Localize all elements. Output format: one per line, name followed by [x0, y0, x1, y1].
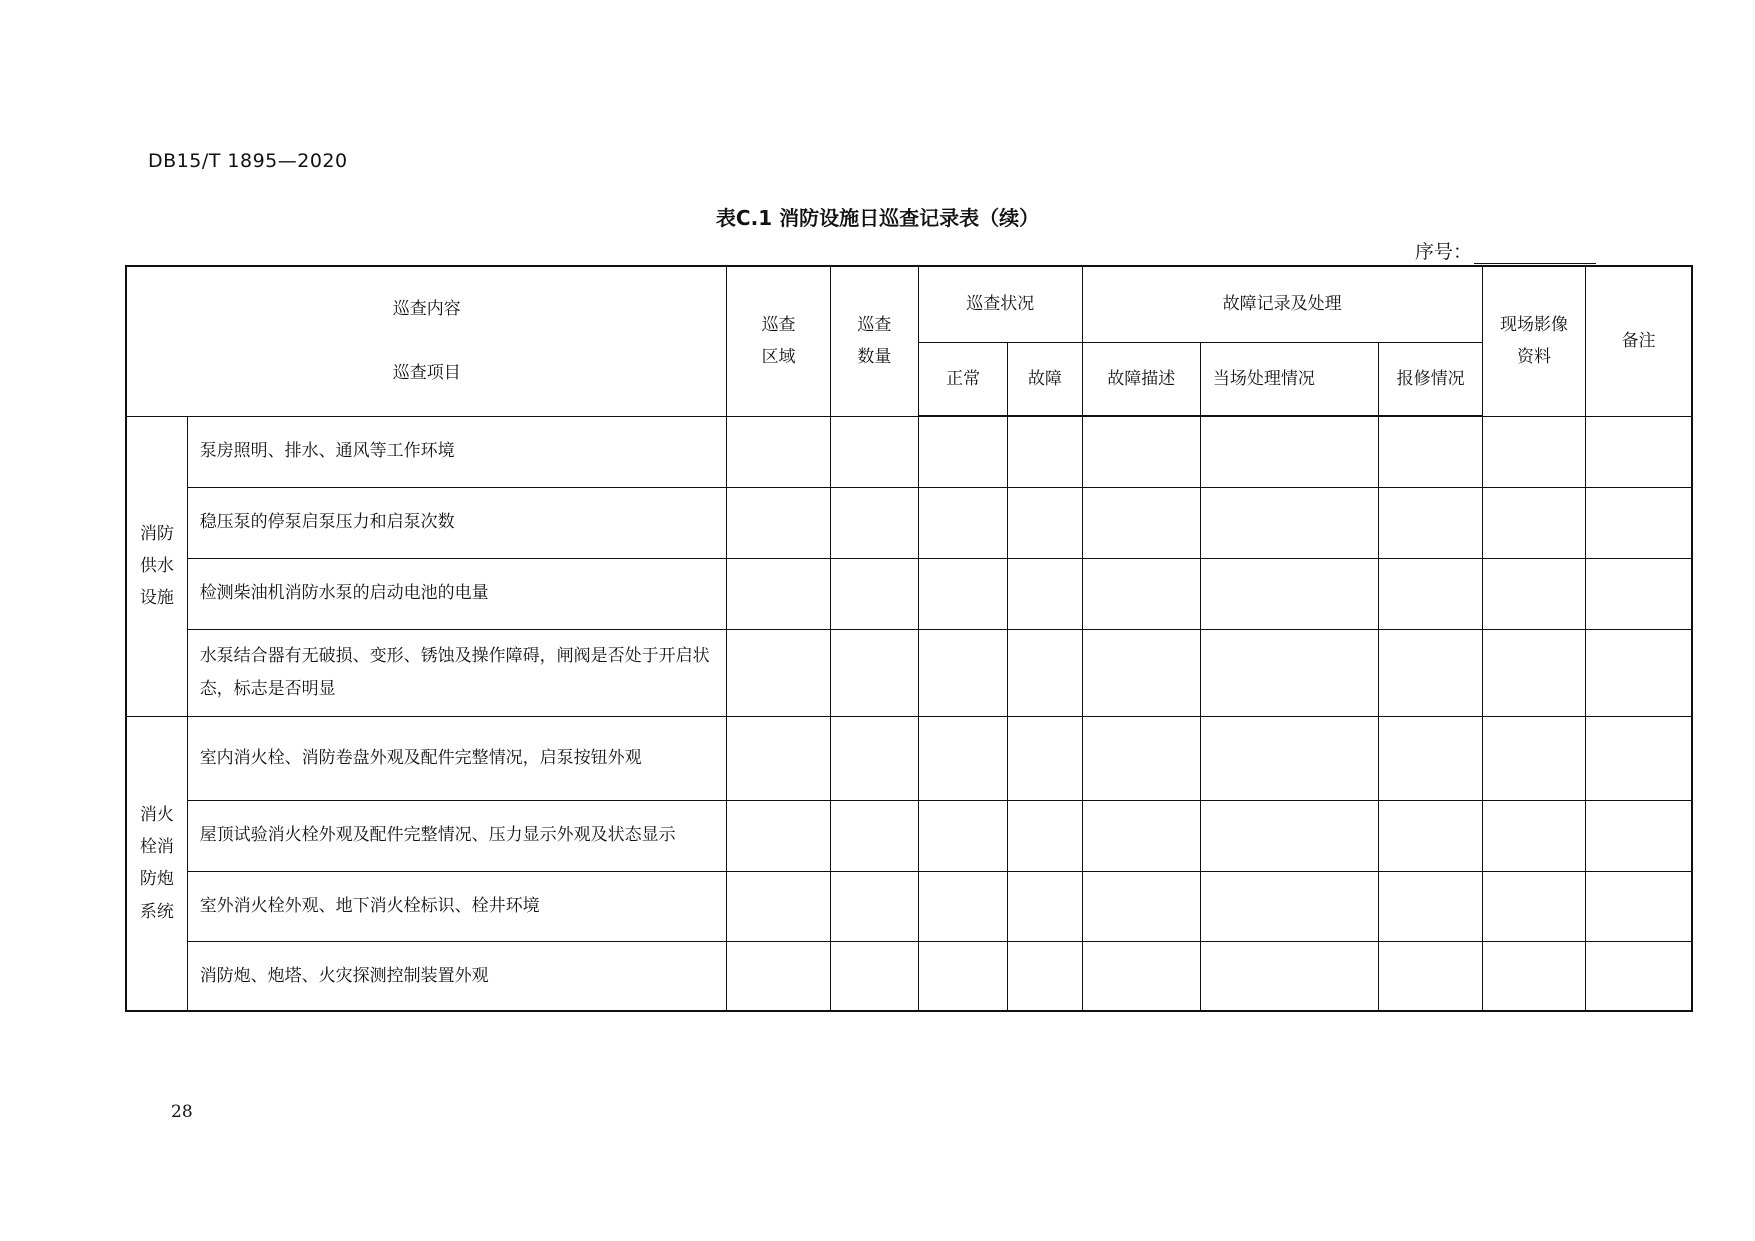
- cell-area[interactable]: [727, 558, 830, 629]
- inspection-item: 检测柴油机消防水泵的启动电池的电量: [187, 558, 727, 629]
- cell-remark[interactable]: [1586, 487, 1692, 558]
- cell-fault[interactable]: [1008, 716, 1082, 800]
- cell-repair[interactable]: [1379, 716, 1482, 800]
- category-line: 系统: [139, 901, 174, 922]
- cell-fault-desc[interactable]: [1082, 416, 1200, 487]
- header-fault-record: 故障记录及处理: [1082, 266, 1482, 342]
- cell-fault-desc[interactable]: [1082, 716, 1200, 800]
- header-fault: 故障: [1008, 342, 1082, 416]
- header-area-line2: 区域: [761, 347, 796, 368]
- cell-repair[interactable]: [1379, 416, 1482, 487]
- cell-fault-desc[interactable]: [1082, 800, 1200, 871]
- inspection-item: 室外消火栓外观、地下消火栓标识、栓井环境: [187, 871, 727, 941]
- header-count-line1: 巡查: [857, 314, 892, 335]
- cell-remark[interactable]: [1586, 416, 1692, 487]
- cell-onsite[interactable]: [1200, 941, 1379, 1011]
- header-onsite: 当场处理情况: [1200, 342, 1379, 416]
- cell-count[interactable]: [830, 871, 918, 941]
- cell-fault-desc[interactable]: [1082, 941, 1200, 1011]
- table-row: [126, 871, 1692, 941]
- cell-normal[interactable]: [919, 558, 1008, 629]
- cell-repair[interactable]: [1379, 941, 1482, 1011]
- header-content-item: [126, 266, 727, 416]
- header-media: [1482, 266, 1585, 416]
- cell-media[interactable]: [1482, 800, 1585, 871]
- cell-count[interactable]: [830, 716, 918, 800]
- header-count-line2: 数量: [857, 347, 892, 368]
- cell-count[interactable]: [830, 941, 918, 1011]
- header-count: [830, 266, 918, 416]
- header-repair: 报修情况: [1379, 342, 1482, 416]
- cell-remark[interactable]: [1586, 629, 1692, 716]
- header-media-line2: 资料: [1516, 347, 1551, 368]
- cell-repair[interactable]: [1379, 629, 1482, 716]
- serial-label: 序号：: [1415, 241, 1473, 263]
- page-number: 28: [171, 1102, 193, 1122]
- cell-fault-desc[interactable]: [1082, 629, 1200, 716]
- cell-remark[interactable]: [1586, 871, 1692, 941]
- cell-normal[interactable]: [919, 487, 1008, 558]
- header-remark: 备注: [1586, 266, 1692, 416]
- document-code: DB15/T 1895—2020: [148, 150, 348, 172]
- header-normal: 正常: [919, 342, 1008, 416]
- category-line: 消火: [139, 804, 174, 825]
- cell-normal[interactable]: [919, 629, 1008, 716]
- header-media-line1: 现场影像: [1499, 314, 1568, 335]
- serial-number-field: [1415, 237, 1596, 264]
- cell-normal[interactable]: [919, 800, 1008, 871]
- cell-fault[interactable]: [1008, 487, 1082, 558]
- header-fault-desc: 故障描述: [1082, 342, 1200, 416]
- table-row: [126, 416, 1692, 487]
- cell-repair[interactable]: [1379, 800, 1482, 871]
- cell-count[interactable]: [830, 416, 918, 487]
- cell-media[interactable]: [1482, 941, 1585, 1011]
- cell-fault[interactable]: [1008, 416, 1082, 487]
- inspection-item: 稳压泵的停泵启泵压力和启泵次数: [187, 487, 727, 558]
- cell-normal[interactable]: [919, 416, 1008, 487]
- cell-normal[interactable]: [919, 716, 1008, 800]
- cell-media[interactable]: [1482, 416, 1585, 487]
- category-line: 消防: [139, 523, 174, 544]
- cell-fault[interactable]: [1008, 629, 1082, 716]
- cell-media[interactable]: [1482, 558, 1585, 629]
- cell-media[interactable]: [1482, 629, 1585, 716]
- cell-onsite[interactable]: [1200, 871, 1379, 941]
- cell-area[interactable]: [727, 716, 830, 800]
- inspection-item: 水泵结合器有无破损、变形、锈蚀及操作障碍，闸阀是否处于开启状态，标志是否明显: [187, 629, 727, 716]
- cell-media[interactable]: [1482, 716, 1585, 800]
- cell-count[interactable]: [830, 487, 918, 558]
- cell-normal[interactable]: [919, 871, 1008, 941]
- category-water-supply: [126, 416, 187, 716]
- table-row: [126, 716, 1692, 800]
- cell-media[interactable]: [1482, 487, 1585, 558]
- cell-fault[interactable]: [1008, 941, 1082, 1011]
- category-line: 栓消: [139, 836, 174, 857]
- cell-remark[interactable]: [1586, 800, 1692, 871]
- inspection-item: 消防炮、炮塔、火灾探测控制装置外观: [187, 941, 727, 1011]
- category-line: 防炮: [139, 869, 174, 890]
- cell-area[interactable]: [727, 416, 830, 487]
- cell-onsite[interactable]: [1200, 716, 1379, 800]
- cell-onsite[interactable]: [1200, 487, 1379, 558]
- table-row: [126, 558, 1692, 629]
- cell-repair[interactable]: [1379, 558, 1482, 629]
- header-area: [727, 266, 830, 416]
- inspection-record-table: [125, 265, 1693, 1012]
- cell-fault-desc[interactable]: [1082, 487, 1200, 558]
- table-row: [126, 941, 1692, 1011]
- cell-normal[interactable]: [919, 941, 1008, 1011]
- inspection-item: 泵房照明、排水、通风等工作环境: [187, 416, 727, 487]
- table-title: 表C.1 消防设施日巡查记录表（续）: [715, 206, 1040, 230]
- cell-media[interactable]: [1482, 871, 1585, 941]
- cell-area[interactable]: [727, 941, 830, 1011]
- header-item: 巡查项目: [392, 363, 461, 384]
- cell-repair[interactable]: [1379, 871, 1482, 941]
- serial-blank-line[interactable]: [1474, 241, 1596, 264]
- header-area-line1: 巡查: [761, 314, 796, 335]
- table-row: [126, 800, 1692, 871]
- cell-remark[interactable]: [1586, 716, 1692, 800]
- cell-fault-desc[interactable]: [1082, 871, 1200, 941]
- category-hydrant-system: [126, 716, 187, 1011]
- cell-area[interactable]: [727, 800, 830, 871]
- cell-onsite[interactable]: [1200, 629, 1379, 716]
- cell-area[interactable]: [727, 871, 830, 941]
- cell-count[interactable]: [830, 800, 918, 871]
- table-row: [126, 629, 1692, 716]
- cell-fault-desc[interactable]: [1082, 558, 1200, 629]
- cell-area[interactable]: [727, 629, 830, 716]
- category-line: 设施: [139, 588, 174, 609]
- cell-repair[interactable]: [1379, 487, 1482, 558]
- table-row: [126, 487, 1692, 558]
- inspection-item: 屋顶试验消火栓外观及配件完整情况、压力显示外观及状态显示: [187, 800, 727, 871]
- cell-onsite[interactable]: [1200, 416, 1379, 487]
- cell-onsite[interactable]: [1200, 800, 1379, 871]
- cell-count[interactable]: [830, 558, 918, 629]
- header-status: 巡查状况: [919, 266, 1083, 342]
- cell-remark[interactable]: [1586, 558, 1692, 629]
- cell-area[interactable]: [727, 487, 830, 558]
- cell-fault[interactable]: [1008, 558, 1082, 629]
- cell-fault[interactable]: [1008, 871, 1082, 941]
- cell-onsite[interactable]: [1200, 558, 1379, 629]
- cell-fault[interactable]: [1008, 800, 1082, 871]
- cell-remark[interactable]: [1586, 941, 1692, 1011]
- category-line: 供水: [139, 555, 174, 576]
- cell-count[interactable]: [830, 629, 918, 716]
- inspection-item: 室内消火栓、消防卷盘外观及配件完整情况，启泵按钮外观: [187, 716, 727, 800]
- header-content: 巡查内容: [392, 298, 461, 319]
